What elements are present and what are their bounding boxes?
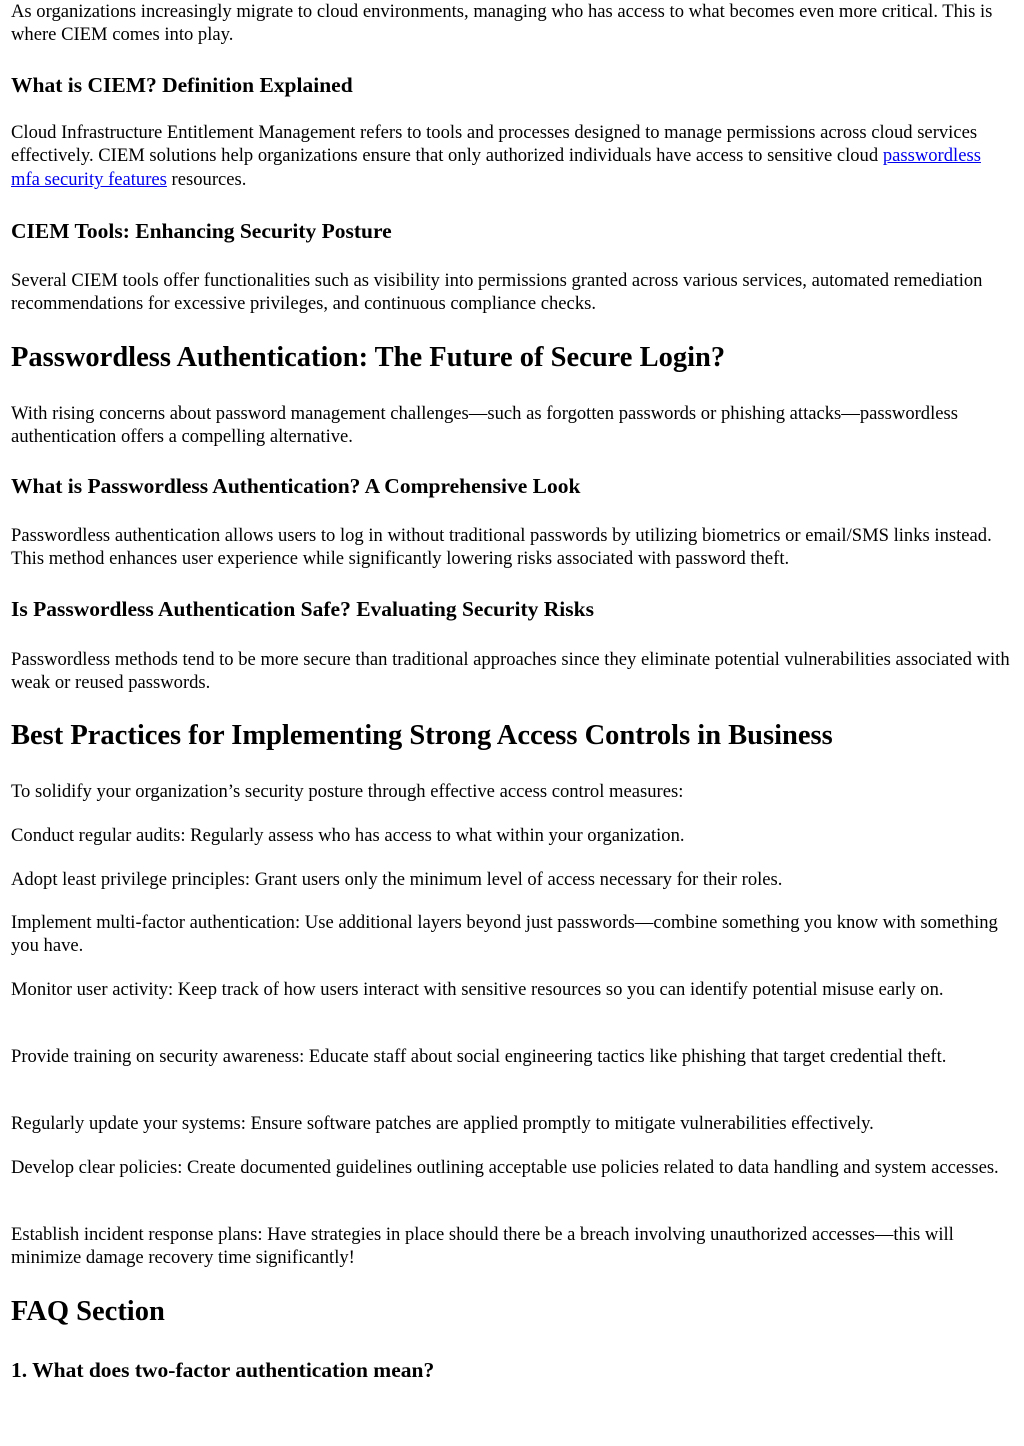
practice-item: Adopt least privilege principles: Grant users only the minimum level of access necessary for their roles. bbox=[11, 869, 783, 890]
practice-item: Implement multi-factor authentication: Use additional layers beyond just passwords—combine something you know with something you have. bbox=[11, 912, 998, 957]
ciem-tools-paragraph: Several CIEM tools offer functionalities such as visibility into permissions granted across various services, automated remediation recommendations for excessive privileges, and continuous compliance checks. bbox=[11, 270, 983, 315]
practice-item: Establish incident response plans: Have strategies in place should there be a breach involving unauthorized accesses—this will minimize damage recovery time significantly! bbox=[11, 1224, 954, 1269]
heading-is-passwordless-safe: Is Passwordless Authentication Safe? Evaluating Security Risks bbox=[11, 597, 594, 621]
practice-item: Conduct regular audits: Regularly assess who has access to what within your organization. bbox=[11, 825, 685, 846]
practice-item: Provide training on security awareness: Educate staff about social engineering tactics like phishing that target credential theft. bbox=[11, 1046, 947, 1067]
practice-item: Develop clear policies: Create documented guidelines outlining acceptable use policies related to data handling and system accesses. bbox=[11, 1157, 999, 1178]
what-is-passwordless-paragraph: Passwordless authentication allows users to log in without traditional passwords by utilizing biometrics or email/SMS links instead. This method enhances user experience while significantly lowering risks associated with password theft. bbox=[11, 525, 992, 570]
heading-what-is-ciem: What is CIEM? Definition Explained bbox=[11, 73, 353, 97]
heading-what-is-passwordless: What is Passwordless Authentication? A Comprehensive Look bbox=[11, 474, 581, 498]
ciem-definition-paragraph bbox=[11, 121, 1014, 191]
heading-faq-question-1: 1. What does two-factor authentication mean? bbox=[11, 1358, 435, 1382]
practice-item: Regularly update your systems: Ensure software patches are applied promptly to mitigate vulnerabilities effectively. bbox=[11, 1113, 874, 1134]
intro-paragraph: As organizations increasingly migrate to cloud environments, managing who has access to what becomes even more critical. This is where CIEM comes into play. bbox=[11, 1, 993, 46]
practice-item: Monitor user activity: Keep track of how users interact with sensitive resources so you can identify potential misuse early on. bbox=[11, 979, 944, 1000]
heading-passwordless: Passwordless Authentication: The Future of Secure Login? bbox=[11, 342, 726, 373]
best-practices-intro: To solidify your organization’s security posture through effective access control measures: bbox=[11, 781, 684, 802]
ciem-definition-text-end: resources. bbox=[166, 168, 247, 190]
passwordless-paragraph: With rising concerns about password management challenges—such as forgotten passwords or phishing attacks—passwordless authentication offers a compelling alternative. bbox=[11, 403, 958, 448]
heading-ciem-tools: CIEM Tools: Enhancing Security Posture bbox=[11, 219, 392, 243]
passwordless-mfa-link[interactable]: passwordless mfa security features bbox=[11, 145, 981, 190]
heading-best-practices: Best Practices for Implementing Strong Access Controls in Business bbox=[11, 720, 833, 751]
ciem-definition-text: Cloud Infrastructure Entitlement Management refers to tools and processes designed to manage permissions across cloud services effectively. CIEM solutions help organizations ensure that only authorized individuals have access to sensitive cloud bbox=[11, 122, 978, 167]
is-passwordless-safe-paragraph: Passwordless methods tend to be more secure than traditional approaches since they eliminate potential vulnerabilities associated with weak or reused passwords. bbox=[11, 649, 1010, 694]
heading-faq: FAQ Section bbox=[11, 1296, 165, 1327]
